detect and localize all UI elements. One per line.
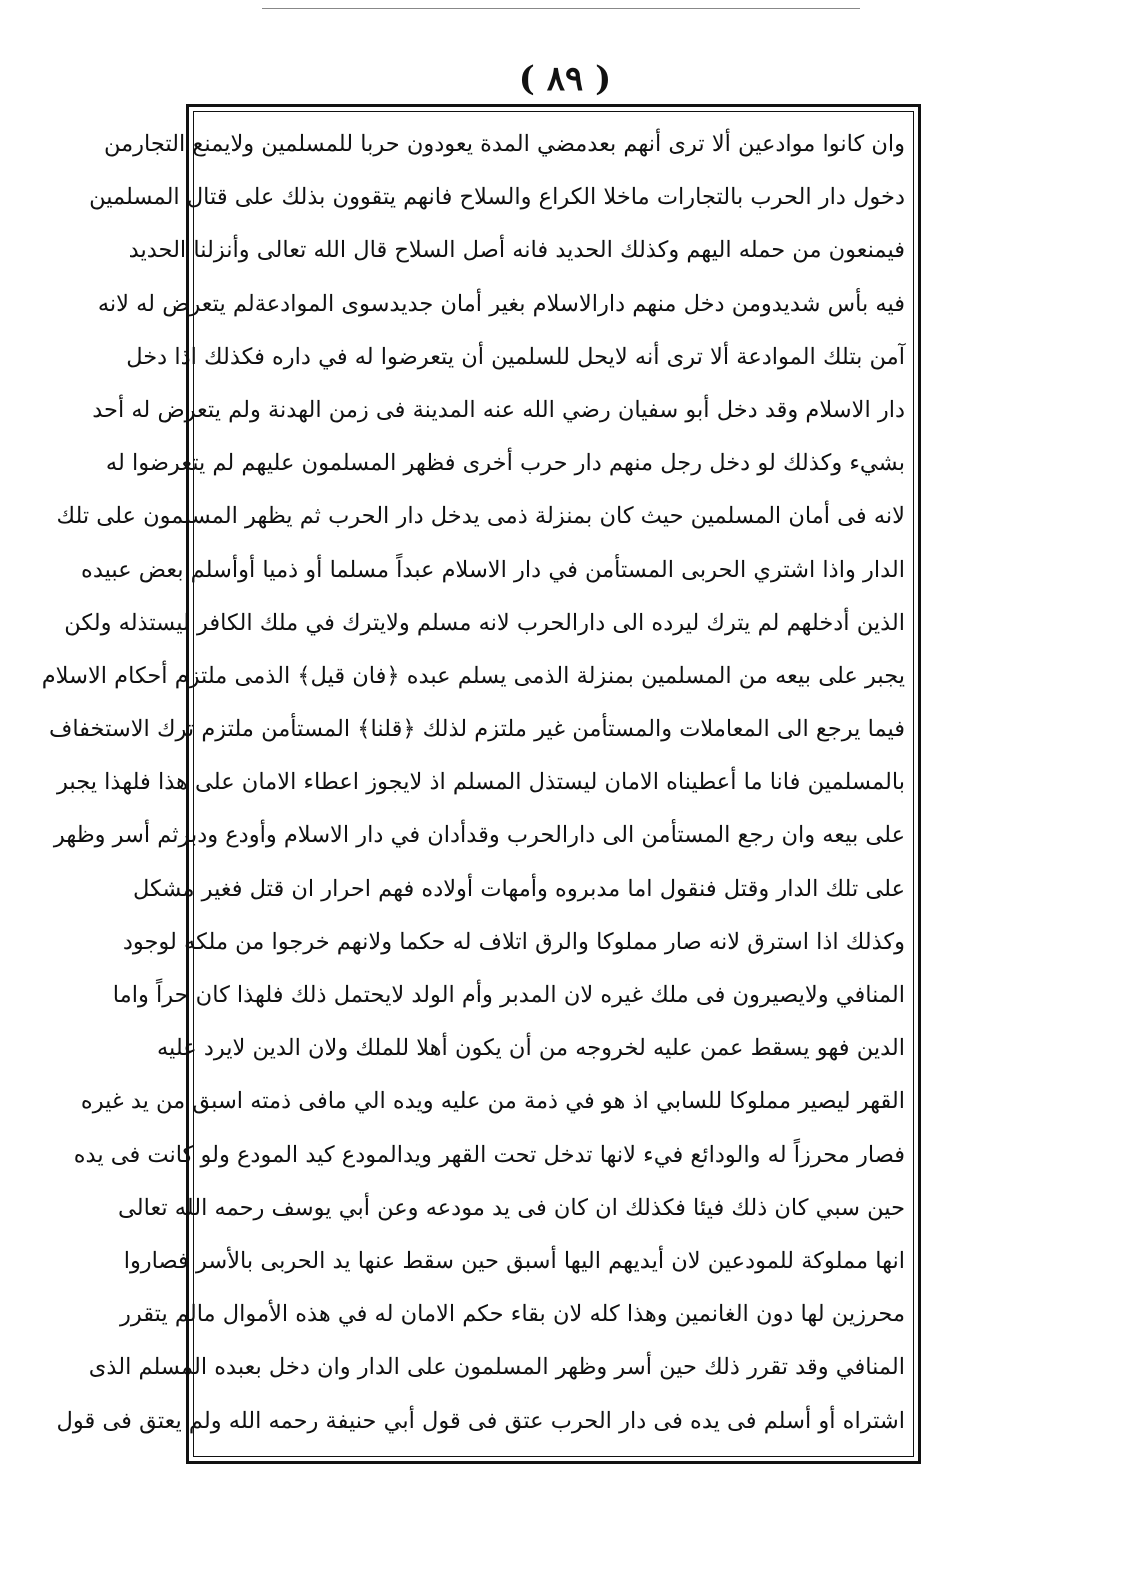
text-line: المنافي ولايصيرون فى ملك غيره لان المدبر وأم الولد لايحتمل ذلك فلهذا كان حراً واما	[112, 982, 905, 1008]
text-line: المنافي وقد تقرر ذلك حين أسر وظهر المسلمون على الدار وان دخل بعبده المسلم الذى	[88, 1354, 905, 1381]
text-line: الدين فهو يسقط عمن عليه لخروجه من أن يكون أهلا للملك ولان الدين لايرد عليه	[156, 1035, 905, 1062]
text-line: دار الاسلام وقد دخل أبو سفيان رضي الله عنه المدينة فى زمن الهدنة ولم يتعرض له أحد	[92, 396, 905, 423]
text-line: انها مملوكة للمودعين لان أيديهم اليها أسبق حين سقط عنها يد الحربى بالأسر فصاروا	[123, 1247, 905, 1274]
page-number: ( ٨٩ )	[518, 59, 612, 99]
text-line: فيه بأس شديدومن دخل منهم دارالاسلام بغير أمان جديدسوى الموادعةلم يتعرض له لانه	[97, 290, 905, 317]
text-line: على بيعه وان رجع المستأمن الى دارالحرب وقدأدان في دار الاسلام وأودع ودبرثم أسر وظهر	[53, 822, 905, 849]
text-line: فيما يرجع الى المعاملات والمستأمن غير ملتزم لذلك ﴿قلنا﴾ المستأمن ملتزم ترك الاستخفاف	[49, 716, 905, 743]
text-line: وكذلك اذا استرق لانه صار مملوكا والرق اتلاف له حكما ولانهم خرجوا من ملكه لوجود	[122, 928, 905, 955]
text-line: يجبر على بيعه من المسلمين بمنزلة الذمى يسلم عبده ﴿فان قيل﴾ الذمى ملتزم أحكام الاسلام	[41, 662, 905, 689]
text-line: الدار واذا اشتري الحربى المستأمن في دار الاسلام عبداً مسلما أو ذميا أوأسلم بعض عبيده	[81, 556, 905, 583]
top-rule	[262, 8, 860, 9]
text-line: حين سبي كان ذلك فيئا فكذلك ان كان فى يد مودعه وعن أبي يوسف رحمه الله تعالى	[118, 1194, 905, 1221]
text-line: وان كانوا موادعين ألا ترى أنهم بعدمضي المدة يعودون حربا للمسلمين ولايمنع التجارمن	[103, 131, 905, 157]
text-line: دخول دار الحرب بالتجارات ماخلا الكراع والسلاح فانهم يتقوون بذلك على قتال المسلمين	[89, 184, 905, 211]
text-line: فيمنعون من حمله اليهم وكذلك الحديد فانه أصل السلاح قال الله تعالى وأنزلنا الحديد	[128, 237, 905, 264]
text-line: بشيء وكذلك لو دخل رجل منهم دار حرب أخرى فظهر المسلمون عليهم لم يتعرضوا له	[105, 450, 905, 477]
text-line: على تلك الدار وقتل فنقول اما مدبروه وأمهات أولاده فهم احرار ان قتل فغير مشكل	[132, 875, 905, 902]
text-line: محرزين لها دون الغانمين وهذا كله لان بقاء حكم الامان له في هذه الأموال مالم يتقرر	[120, 1301, 905, 1328]
text-line: لانه فى أمان المسلمين حيث كان بمنزلة ذمى يدخل دار الحرب ثم يظهر المسلمون على تلك	[56, 503, 905, 530]
text-line: القهر ليصير مملوكا للسابي اذ هو في ذمة من عليه ويده الي مافى ذمته اسبق من يد غيره	[80, 1088, 905, 1115]
text-line: الذين أدخلهم لم يترك ليرده الى دارالحرب لانه مسلم ولايترك في ملك الكافر ليستذله ولكن	[64, 609, 905, 636]
text-block	[41, 118, 907, 1450]
text-line: بالمسلمين فانا ما أعطيناه الامان ليستذل المسلم اذ لايجوز اعطاء الامان على هذا فلهذا يجبر	[57, 769, 905, 796]
text-line: فصار محرزاً له والودائع فيء لانها تدخل تحت القهر ويدالمودع كيد المودع ولو كانت فى يده	[73, 1141, 905, 1168]
text-line: اشتراه أو أسلم فى يده فى دار الحرب عتق فى قول أبي حنيفة رحمه الله ولم يعتق فى قول	[56, 1407, 905, 1434]
text-line: آمن بتلك الموادعة ألا ترى أنه لايحل للسلمين أن يتعرضوا له في داره فكذلك اذا دخل	[126, 343, 905, 370]
